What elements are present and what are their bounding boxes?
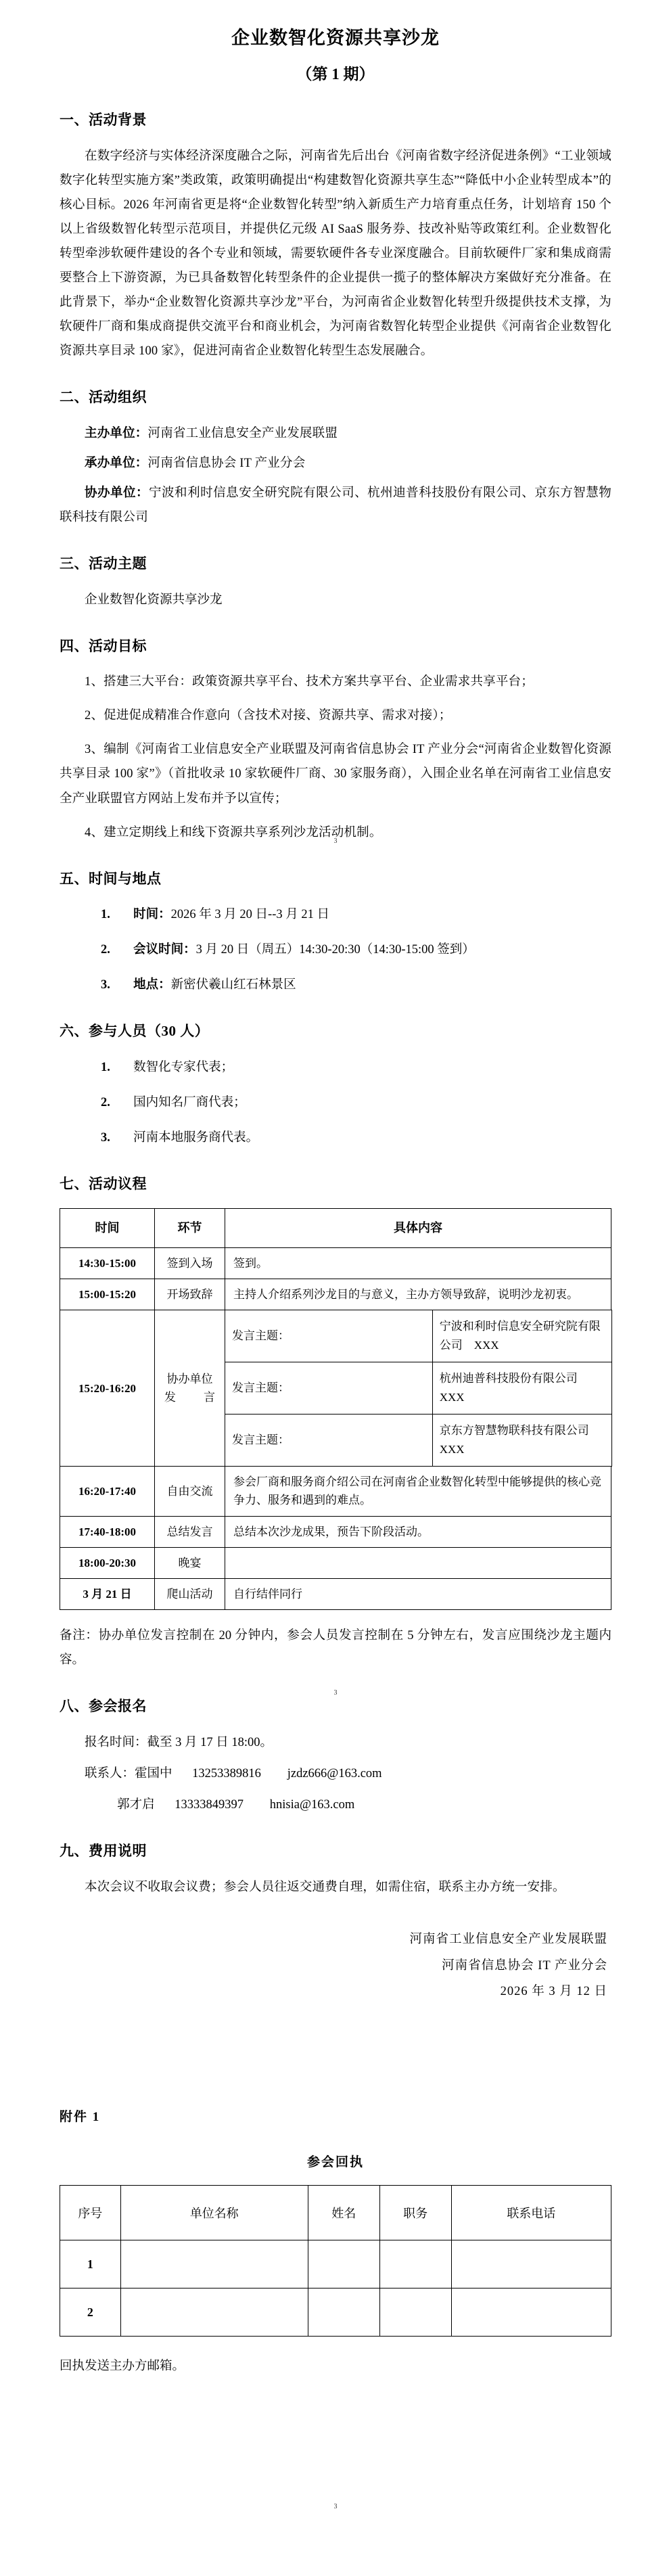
speaker-row: [225, 1414, 612, 1467]
agenda-detail: [225, 1547, 611, 1578]
goal-item: 4、建立定期线上和线下资源共享系列沙龙活动机制。: [85, 825, 382, 840]
speaker-topic-label: 发言主题：: [225, 1310, 433, 1362]
agenda-time: 14:30-15:00: [60, 1247, 155, 1279]
list-marker: 3.: [101, 1131, 110, 1145]
page-number-marker: 3: [333, 2503, 338, 2510]
receipt-phone-field[interactable]: [451, 2240, 611, 2288]
goals-list: [60, 670, 611, 844]
agenda-time: 16:20-17:40: [60, 1467, 155, 1516]
table-row: [60, 1516, 611, 1547]
receipt-index: 2: [60, 2288, 121, 2337]
list-marker: 1.: [101, 1061, 110, 1074]
table-row: [60, 1547, 611, 1578]
time-place-label: 会议时间：: [133, 943, 196, 957]
agenda-detail: 总结本次沙龙成果，预告下阶段活动。: [225, 1516, 611, 1547]
agenda-detail: 主持人介绍系列沙龙目的与意义，主办方领导致辞，说明沙龙初衷。: [225, 1279, 611, 1310]
agenda-detail: 签到。: [225, 1247, 611, 1279]
organizer-host-label: 主办单位：: [85, 426, 148, 440]
background-paragraph: 在数字经济与实体经济深度融合之际，河南省先后出台《河南省数字经济促进条例》“工业领域数字化转型实施方案”类政策，政策明确提出“构建数智化资源共享生态”“降低中小企业转型成本”的核心目标。2026 年河南省更是将“企业数智化转型”纳入新质生产力培育重点任务，计划培育 150 个以上省级数智化转型示范项目，并提供亿元级 AI SaaS 服务券、技改补贴等政策红利。企业数智化转型牵涉软硬件建设的各个专业和领域，需要软硬件各专业深度融合。目前软硬件厂家和集成商需要整合上下游资源，为已具备数智化转型条件的企业提供一揽子的整体解决方案做好充分准备。在此背景下，举办“企业数智化资源共享沙龙”平台，为河南省企业数智化转型升级提供技术支撑，为软硬件厂商和集成商提供交流平台和商业机会，为河南省数智化转型企业提供《河南省企业数智化资源共享目录 100 家》，促进河南省企业数智化转型生态发展融合。: [60, 149, 611, 359]
organizer-coorganizer-label: 协办单位：: [85, 486, 149, 500]
time-place-list: [60, 902, 611, 997]
table-row: [60, 1578, 611, 1609]
list-marker: 1.: [101, 908, 110, 922]
time-place-value: 2026 年 3 月 20 日--3 月 21 日: [170, 908, 329, 922]
receipt-organization-field[interactable]: [120, 2240, 308, 2288]
contact-phone: 13333849397: [175, 1798, 244, 1812]
contact-email: hnisia@163.com: [269, 1798, 355, 1812]
contact-email: jzdz666@163.com: [287, 1766, 382, 1780]
agenda-segment: 晚宴: [155, 1547, 225, 1578]
organizer-undertaker-label: 承办单位：: [85, 456, 148, 470]
contact-secondary: [60, 1793, 611, 1817]
goal-item: 1、搭建三大平台：政策资源共享平台、技术方案共享平台、企业需求共享平台；: [85, 675, 534, 689]
goal-item: 3、编制《河南省工业信息安全产业联盟及河南省信息协会 IT 产业分会“河南省企业数智化资源共享目录 100 家”》（首批收录 10 家软硬件厂商、30 家服务商），入围企业名单在河南省工业信息安全产业联盟官方网站上发布并予以宣传；: [60, 743, 611, 806]
page-number-marker: 3: [333, 1689, 338, 1697]
agenda-segment: 开场致辞: [155, 1279, 225, 1310]
column-header-detail: 具体内容: [225, 1208, 611, 1247]
column-header-name: 姓名: [308, 2186, 379, 2240]
agenda-time: 17:40-18:00: [60, 1516, 155, 1547]
page-number-marker: 3: [333, 837, 338, 845]
speaker-row: [225, 1362, 612, 1414]
page-title: 企业数智化资源共享沙龙: [231, 28, 440, 48]
list-marker: 2.: [101, 943, 110, 957]
section-heading-agenda: 七、活动议程: [60, 1176, 147, 1193]
contact-name: 霍国中: [135, 1766, 172, 1780]
participant-text: 国内知名厂商代表；: [133, 1096, 246, 1110]
section-heading-theme: 三、活动主题: [60, 555, 147, 572]
time-place-item: [60, 973, 611, 997]
receipt-position-field[interactable]: [379, 2288, 451, 2337]
page-subtitle: （第 1 期）: [296, 65, 375, 83]
participants-list: [60, 1055, 611, 1150]
participant-item: [60, 1126, 611, 1150]
table-header-row: [60, 1208, 611, 1247]
section-heading-background: 一、活动背景: [60, 112, 147, 128]
receipt-position-field[interactable]: [379, 2240, 451, 2288]
attachment-title: 参会回执: [306, 2155, 364, 2170]
section-heading-time-place: 五、时间与地点: [60, 870, 162, 887]
attachment-label: 附件 1: [60, 2110, 101, 2125]
registration-deadline-label: 报名时间：: [85, 1735, 147, 1749]
column-header-position: 职务: [379, 2186, 451, 2240]
receipt-organization-field[interactable]: [120, 2288, 308, 2337]
agenda-nested-cell: [225, 1310, 611, 1466]
section-heading-organization: 二、活动组织: [60, 389, 147, 406]
contact-label: 联系人：: [85, 1766, 135, 1780]
speaker-subtable: [225, 1310, 612, 1467]
table-row: [60, 2240, 611, 2288]
speaker-topic-label: 发言主题：: [225, 1362, 433, 1414]
speaker-org: 京东方智慧物联科技有限公司 XXX: [432, 1414, 611, 1467]
registration-deadline: [60, 1730, 611, 1755]
participant-item: [60, 1055, 611, 1080]
theme-value: 企业数智化资源共享沙龙: [85, 593, 223, 607]
receipt-index: 1: [60, 2240, 121, 2288]
participant-item: [60, 1090, 611, 1115]
agenda-time: 3 月 21 日: [60, 1578, 155, 1609]
contact-name: 郭才启: [117, 1798, 155, 1812]
signature-block: [60, 1927, 611, 2006]
table-row: [60, 1279, 611, 1310]
time-place-label: 地点：: [133, 978, 171, 992]
list-marker: 3.: [101, 978, 110, 992]
contact-phone: 13253389816: [192, 1766, 261, 1780]
table-row: [60, 1310, 611, 1466]
goal-item: 2、促进促成精准合作意向（含技术对接、资源共享、需求对接）；: [85, 709, 452, 723]
signature-line-date: 2026 年 3 月 12 日: [500, 1985, 607, 1999]
organizer-undertaker-value: 河南省信息协会 IT 产业分会: [147, 456, 306, 470]
agenda-segment: 自由交流: [155, 1467, 225, 1516]
section-heading-goals: 四、活动目标: [60, 637, 147, 654]
registration-deadline-value: 截至 3 月 17 日 18:00。: [147, 1735, 273, 1749]
time-place-value: 3 月 20 日（周五）14:30-20:30（14:30-15:00 签到）: [195, 943, 475, 957]
agenda-segment: 协办单位发言: [155, 1310, 225, 1466]
time-place-label: 时间：: [133, 908, 171, 922]
receipt-phone-field[interactable]: [451, 2288, 611, 2337]
agenda-segment: 总结发言: [155, 1516, 225, 1547]
column-header-organization: 单位名称: [120, 2186, 308, 2240]
organizer-coorganizer-value: 宁波和利时信息安全研究院有限公司、杭州迪普科技股份有限公司、京东方智慧物联科技有限公司: [60, 486, 611, 524]
contact-primary: [60, 1762, 611, 1786]
table-row: [60, 2288, 611, 2337]
section-heading-registration: 八、参会报名: [60, 1698, 147, 1715]
attachment-footer-note: 回执发送主办方邮箱。: [60, 2360, 185, 2374]
receipt-name-field[interactable]: [308, 2288, 379, 2337]
section-heading-participants: 六、参与人员（30 人）: [60, 1023, 210, 1040]
agenda-segment: 签到入场: [155, 1247, 225, 1279]
table-header-row: [60, 2186, 611, 2240]
organizer-undertaker: [60, 451, 611, 476]
agenda-note: 备注：协办单位发言控制在 20 分钟内，参会人员发言控制在 5 分钟左右，发言应围绕沙龙主题内容。: [60, 1629, 611, 1668]
table-row: [60, 1467, 611, 1516]
speaker-org: 宁波和利时信息安全研究院有限公司 XXX: [432, 1310, 611, 1362]
speaker-topic-label: 发言主题：: [225, 1414, 433, 1467]
agenda-time: 18:00-20:30: [60, 1547, 155, 1578]
list-marker: 2.: [101, 1096, 110, 1110]
fees-paragraph: 本次会议不收取会议费；参会人员往返交通费自理，如需住宿，联系主办方统一安排。: [85, 1880, 565, 1894]
organizer-host: [60, 421, 611, 446]
receipt-table: [60, 2185, 611, 2337]
column-header-phone: 联系电话: [451, 2186, 611, 2240]
signature-line-organization: 河南省工业信息安全产业发展联盟: [409, 1932, 607, 1946]
table-row: [60, 1247, 611, 1279]
receipt-name-field[interactable]: [308, 2240, 379, 2288]
column-header-time: 时间: [60, 1208, 155, 1247]
agenda-segment: 爬山活动: [155, 1578, 225, 1609]
signature-line-branch: 河南省信息协会 IT 产业分会: [442, 1958, 607, 1973]
organizer-host-value: 河南省工业信息安全产业发展联盟: [147, 426, 338, 440]
participant-text: 数智化专家代表；: [133, 1061, 234, 1074]
column-header-index: 序号: [60, 2186, 121, 2240]
time-place-item: [60, 902, 611, 927]
speaker-org: 杭州迪普科技股份有限公司 XXX: [432, 1362, 611, 1414]
agenda-detail: 自行结伴同行: [225, 1578, 611, 1609]
agenda-table: [60, 1208, 611, 1610]
section-heading-fees: 九、费用说明: [60, 1843, 147, 1860]
participant-text: 河南本地服务商代表。: [133, 1131, 259, 1145]
column-header-segment: 环节: [155, 1208, 225, 1247]
time-place-value: 新密伏羲山红石林景区: [170, 978, 296, 992]
organizer-coorganizer: [60, 481, 611, 530]
agenda-time: 15:20-16:20: [60, 1310, 155, 1466]
speaker-row: [225, 1310, 612, 1362]
time-place-item: [60, 938, 611, 962]
agenda-detail: 参会厂商和服务商介绍公司在河南省企业数智化转型中能够提供的核心竞争力、服务和遇到的难点。: [225, 1467, 611, 1516]
agenda-time: 15:00-15:20: [60, 1279, 155, 1310]
